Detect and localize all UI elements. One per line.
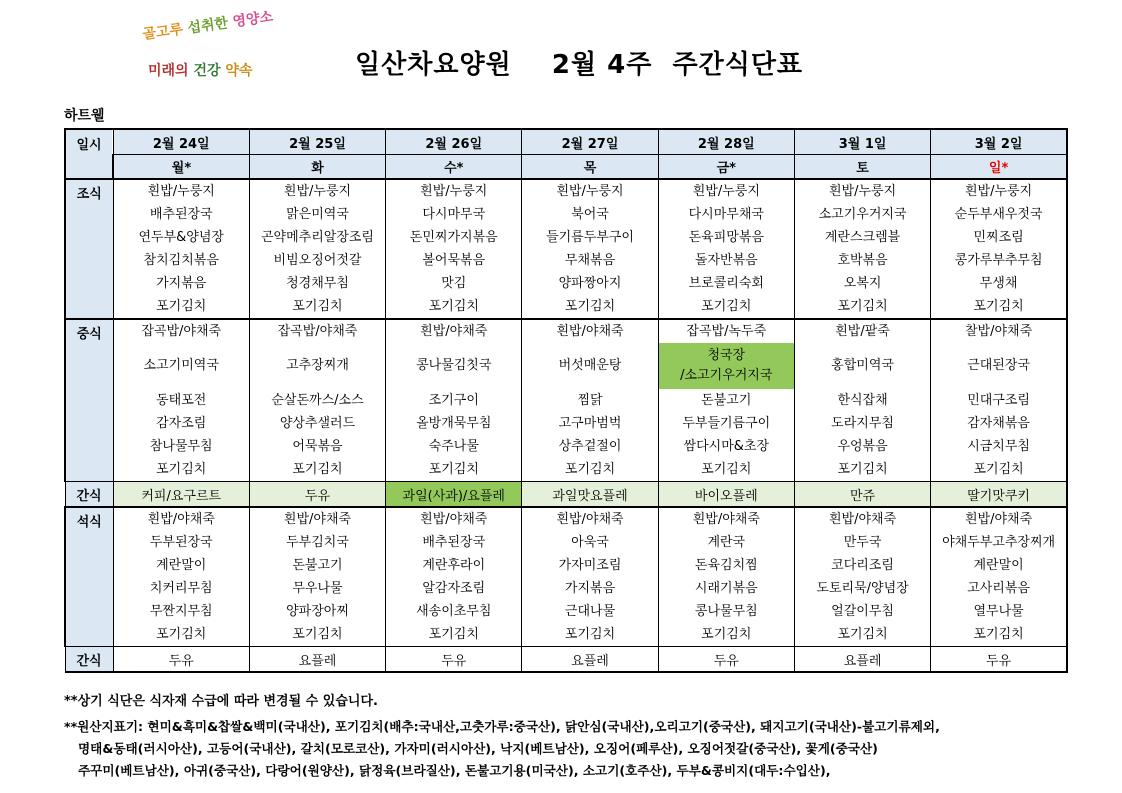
lunch-day-cell [249,319,385,482]
menu-item: 소고기우거지국 [818,207,907,222]
menu-item: 가지볶음 [564,581,616,596]
date-cell: 3월 1일 [794,129,930,155]
breakfast-day-cell [658,179,794,319]
menu-item: 곤약메추리알장조림 [260,230,374,245]
logo-slogan-top [141,6,274,44]
lunch-row [65,319,1067,482]
menu-item: 흰밥/누룽지 [828,184,897,199]
menu-item: 호박볶음 [837,253,888,268]
menu-item: 소고기미역국 [143,358,219,373]
logo-text: 영양소 [231,8,275,31]
menu-item: 잡곡밥/야채죽 [141,324,222,339]
weekday-row [65,155,1067,180]
menu-item: 배추된장국 [422,535,486,550]
menu-item: 어묵볶음 [292,439,343,454]
menu-item: 열무나물 [973,604,1024,619]
menu-item: 양상추샐러드 [279,416,356,431]
snack-cell: 요플레 [794,647,930,673]
menu-item: 포기김치 [564,462,616,477]
menu-item: 계란말이 [973,558,1024,573]
menu-item: 쌈다시마&초장 [683,439,770,454]
origin-line: 주꾸미(베트남산), 아귀(중국산), 다랑어(원양산), 닭정육(브라질산), 돈불고기용(미국산), 소고기(호주산), 두부&콩비지(대두:수입산), [78,763,831,778]
origin-notice [64,716,940,782]
menu-item: 돈불고기 [701,393,752,408]
snack-cell: 두유 [658,647,794,673]
menu-item: 가자미조림 [558,558,622,573]
menu-item: 잡곡밥/야채죽 [277,324,358,339]
breakfast-day-cell [794,179,930,319]
menu-item: 돈육김치찜 [694,558,758,573]
menu-item: 돌자반볶음 [694,253,758,268]
weekday-cell: 금* [658,155,794,180]
weekday-cell: 월* [113,155,249,180]
menu-item: 포기김치 [428,462,479,477]
logo [140,8,290,100]
menu-item: 만두국 [843,535,882,550]
menu-item: 도라지무침 [831,416,894,431]
weekday-cell: 화 [249,155,385,180]
lunch-day-cell [386,319,522,482]
menu-item: 맛김 [441,276,467,291]
menu-item: 배추된장국 [149,207,213,222]
date-cell: 3월 2일 [931,129,1067,155]
menu-item: 동태포전 [156,393,207,408]
menu-item: 흰밥/누룽지 [420,184,488,199]
menu-item: 순두부새우젓국 [954,207,1043,222]
menu-item: 흰밥/야채죽 [556,512,624,527]
menu-item: 흰밥/누룽지 [965,184,1033,199]
menu-item: 포기김치 [564,299,616,314]
menu-item: 포기김치 [292,462,343,477]
dinner-label: 석식 [65,507,113,647]
breakfast-label: 조식 [65,179,113,319]
menu-item: 한식잡채 [837,393,888,408]
menu-item: 볼어묵볶음 [422,253,486,268]
menu-item: 포기김치 [701,627,752,642]
menu-item: 두부된장국 [149,535,213,550]
menu-item: 무채볶음 [564,253,616,268]
menu-item: 들기름두부구이 [546,230,634,245]
menu-item: 올방개묵무침 [416,416,492,431]
menu-item: 포기김치 [428,299,479,314]
breakfast-day-cell [931,179,1067,319]
logo-text: 섭취한 [186,15,230,37]
menu-item: 근대된장국 [967,358,1030,373]
menu-item: 포기김치 [292,627,343,642]
menu-item: 무우나물 [292,581,343,596]
snack-cell: 두유 [249,482,385,508]
menu-item: 무짠지무침 [149,604,213,619]
menu-item: 포기김치 [156,299,207,314]
snack2-row [65,647,1067,673]
menu-item: 흰밥/야채죽 [556,324,624,339]
menu-item: 오복지 [843,276,882,291]
lunch-day-cell [794,319,930,482]
menu-item: 포기김치 [973,627,1024,642]
menu-item: 포기김치 [973,299,1024,314]
date-row [65,129,1067,155]
breakfast-day-cell [522,179,658,319]
menu-item: 포기김치 [564,627,616,642]
weekly-menu-table [64,128,1068,673]
menu-item: 포기김치 [428,627,479,642]
dinner-day-cell [386,507,522,647]
lunch-label: 중식 [65,319,113,482]
snack-cell: 요플레 [249,647,385,673]
weekday-cell: 수* [386,155,522,180]
logo-text: 건강 [193,63,221,79]
page-title: 일산차요양원 2월 4주 주간식단표 [355,50,804,80]
menu-item: 새송이초무침 [416,604,492,619]
header-label: 일시 [65,129,113,179]
snack-cell: 딸기맛쿠키 [931,482,1067,508]
menu-item: 흰밥/야채죽 [147,512,215,527]
menu-item: 계란말이 [156,558,207,573]
dinner-day-cell [931,507,1067,647]
menu-item: 포기김치 [156,627,207,642]
weekday-cell: 토 [794,155,930,180]
snack-cell: 두유 [386,647,522,673]
menu-item: 가지볶음 [156,276,207,291]
menu-item: 두부김치국 [286,535,349,550]
origin-line: 명태&동태(러시아산), 고등어(국내산), 갈치(모로코산), 가자미(러시아산), 낙지(베트남산), 오징어(페루산), 오징어젓갈(중국산), 꽃게(중국산) [78,741,878,756]
menu-item: 계란후라이 [422,558,486,573]
menu-item: 콩나물김칫국 [416,358,492,373]
dinner-day-cell [249,507,385,647]
menu-item: 상추겉절이 [558,439,622,454]
weekday-cell: 목 [522,155,658,180]
dinner-day-cell [522,507,658,647]
snack1-label: 간식 [65,482,113,508]
facility-name: 하트웰 [64,108,105,124]
menu-item: 비빔오징어젓갈 [273,253,362,268]
menu-item: 시래기볶음 [694,581,758,596]
menu-item: 포기김치 [701,462,752,477]
menu-item: 흰밥/야채죽 [692,512,760,527]
menu-item: 돈민찌가지볶음 [409,230,498,245]
snack1-row [65,482,1067,508]
lunch-day-cell [931,319,1067,482]
menu-item: 포기김치 [701,299,752,314]
menu-item: 감자조림 [156,416,207,431]
date-cell: 2월 26일 [386,129,522,155]
menu-item: 다시마무채국 [688,207,764,222]
menu-item: 콩나물무침 [694,604,758,619]
menu-item: 계란국 [707,535,746,550]
menu-item: 민찌조림 [973,230,1024,245]
snack2-label: 간식 [65,647,113,673]
breakfast-row [65,179,1067,319]
menu-item: 야채두부고추장찌개 [942,535,1056,550]
dinner-row [65,507,1067,647]
menu-item: 우엉볶음 [837,439,888,454]
menu-item: 얼갈이무침 [831,604,894,619]
logo-text: 약속 [225,63,253,79]
menu-item: 감자채볶음 [967,416,1030,431]
menu-item: 브로콜리숙회 [688,276,764,291]
menu-item: 아욱국 [571,535,609,550]
snack-cell: 바이오플레 [658,482,794,508]
menu-item: 찜닭 [577,393,603,408]
menu-item: 포기김치 [973,462,1024,477]
date-cell: 2월 24일 [113,129,249,155]
lunch-day-cell [113,319,249,482]
dinner-day-cell [658,507,794,647]
menu-item: 도토리묵/양념장 [816,581,909,596]
logo-slogan-bottom [148,60,252,80]
menu-item: 조기구이 [428,393,479,408]
menu-item: 치커리무침 [149,581,213,596]
snack-cell: 만쥬 [794,482,930,508]
menu-item: 흰밥/누룽지 [283,184,352,199]
menu-item: 흰밥/야채죽 [828,512,897,527]
date-cell: 2월 25일 [249,129,385,155]
menu-item: 알감자조림 [422,581,486,596]
lunch-day-cell [658,319,794,482]
snack-cell: 두유 [931,647,1067,673]
menu-item: 흰밥/누룽지 [147,184,215,199]
menu-item: 시금치무침 [967,439,1030,454]
menu-item: 계란스크렘블 [824,230,901,245]
menu-item: 양파짱아지 [558,276,622,291]
breakfast-day-cell [113,179,249,319]
menu-item: 흰밥/팥죽 [835,324,890,339]
menu-change-notice: **상기 식단은 식자재 수급에 따라 변경될 수 있습니다. [64,694,378,709]
menu-item: 돈불고기 [292,558,343,573]
menu-item: 포기김치 [837,299,888,314]
menu-item: 두부들기름구이 [682,416,771,431]
snack-cell: 과일맛요플레 [522,482,658,508]
menu-item: 돈육피망볶음 [688,230,764,245]
menu-item: 청경채무침 [286,276,349,291]
menu-item: 고사리볶음 [967,581,1030,596]
menu-item: 양파장아찌 [286,604,349,619]
menu-item: 참치김치볶음 [143,253,219,268]
menu-item: 포기김치 [156,462,207,477]
date-cell: 2월 28일 [658,129,794,155]
snack-cell: 과일(사과)/요플레 [386,482,522,508]
logo-text: 미래의 [148,63,189,79]
menu-item: 흰밥/누룽지 [556,184,624,199]
origin-line: **원산지표기: 현미&흑미&찹쌀&백미(국내산), 포기김치(배추:국내산,고춧가루:중국산), 닭안심(국내산),오리고기(중국산), 돼지고기(국내산)-불고기류제외, [64,719,940,734]
menu-item: 잡곡밥/녹두죽 [686,324,767,339]
dinner-day-cell [113,507,249,647]
menu-item: 흰밥/야채죽 [965,512,1033,527]
dinner-day-cell [794,507,930,647]
snack-cell: 두유 [113,647,249,673]
menu-item: 근대나물 [564,604,616,619]
menu-item: 청국장 /소고기우거지국 [659,343,794,389]
menu-item: 코다리조림 [831,558,894,573]
date-cell: 2월 27일 [522,129,658,155]
menu-item: 포기김치 [292,299,343,314]
menu-item: 숙주나물 [428,439,479,454]
lunch-day-cell [522,319,658,482]
menu-item: 고구마범벅 [558,416,622,431]
menu-item: 포기김치 [837,627,888,642]
menu-item: 다시마무국 [422,207,486,222]
snack-cell: 커피/요구르트 [113,482,249,508]
logo-text: 골고루 [141,21,185,44]
menu-item: 흰밥/누룽지 [692,184,760,199]
menu-item: 찰밥/야채죽 [965,324,1033,339]
menu-item: 흰밥/야채죽 [420,324,488,339]
menu-item: 흰밥/야채죽 [420,512,488,527]
menu-item: 맑은미역국 [286,207,349,222]
snack-cell: 요플레 [522,647,658,673]
menu-item: 순살돈까스/소스 [271,393,364,408]
menu-item: 흰밥/야채죽 [283,512,352,527]
menu-item: 홍합미역국 [831,358,894,373]
breakfast-day-cell [386,179,522,319]
menu-item: 고추장찌개 [286,358,349,373]
menu-item: 연두부&양념장 [138,230,224,245]
menu-item: 버섯매운탕 [558,358,622,373]
weekday-cell: 일* [931,155,1067,180]
menu-item: 무생채 [979,276,1018,291]
breakfast-day-cell [249,179,385,319]
menu-item: 콩가루부추무침 [954,253,1043,268]
menu-item: 민대구조림 [967,393,1030,408]
menu-item: 북어국 [571,207,609,222]
menu-item: 참나물무침 [149,439,213,454]
menu-item: 포기김치 [837,462,888,477]
